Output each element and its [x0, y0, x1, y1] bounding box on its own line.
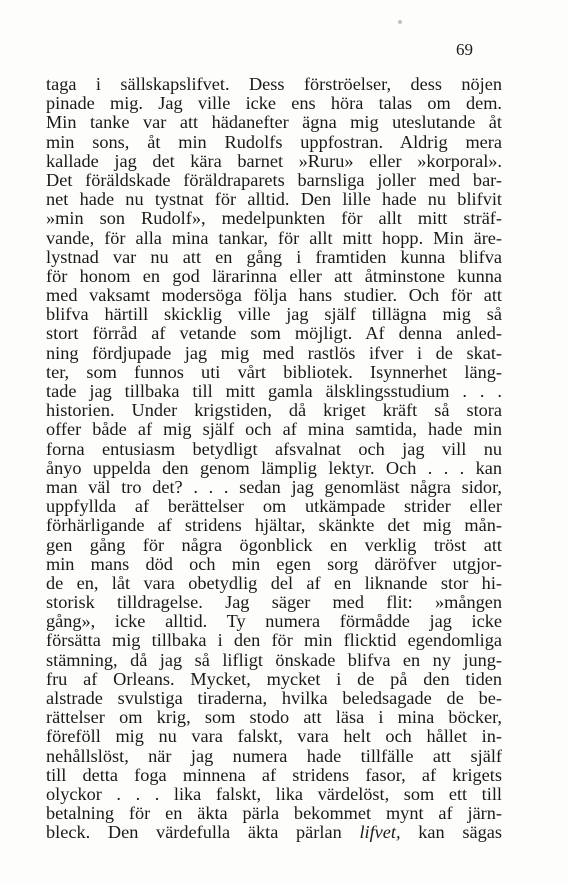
- text-line: blifva härtill skicklig ville jag själf tillägna mig så: [46, 304, 502, 325]
- text-line: olyckor . . . lika falskt, lika värdelöst, som ett till: [46, 783, 502, 804]
- text-line: lystnad var nu att en gång i framtiden kunna blifva: [46, 246, 502, 267]
- text-line: alstrade svulstiga tiraderna, hvilka beledsagade de be-: [46, 688, 502, 708]
- text-line: rättelser om krig, som stodo att läsa i mina böcker,: [46, 707, 502, 728]
- text-line: med vaksamt modersöga följa hans studier. Och för att: [46, 285, 502, 306]
- text-line: Det föräldskade föräldraparets barnsliga joller med bar-: [46, 169, 502, 190]
- text-line: offer både af mig själf och af mina samtida, hade min: [46, 419, 502, 440]
- text-line: gen gång för några ögonblick en verklig tröst att: [46, 534, 502, 555]
- final-line-start: bleck. Den värdefulla äkta pärlan: [46, 822, 360, 843]
- text-line: till detta foga minnena af stridens fasor, af krigets: [46, 764, 502, 785]
- text-line: betalning för en äkta pärla bekommet mynt af järn-: [46, 803, 502, 824]
- text-line: ånyo uppelda den genom lämplig lektyr. Och . . . kan: [46, 457, 502, 478]
- page-number: 69: [456, 40, 473, 59]
- text-line: fru af Orleans. Mycket, mycket i de på den tiden: [46, 668, 502, 689]
- text-line-final: [46, 823, 502, 842]
- text-line: ning fördjupade jag mig med rastlös ifver i de skat-: [46, 342, 502, 363]
- text-line: net hade nu tystnat för alltid. Den lille hade nu blifvit: [46, 189, 502, 210]
- text-line: förhärligande af stridens hjältar, skänkte det mig mån-: [46, 515, 502, 536]
- text-line: för honom en god lärarinna eller att åtminstone kunna: [46, 265, 502, 286]
- final-line-italic-word: lifvet,: [359, 822, 401, 843]
- text-line: man väl tro det? . . . sedan jag genomläst några sidor,: [46, 476, 502, 497]
- text-line: nehållslöst, när jag numera hade tillfälle att själf: [46, 745, 502, 766]
- text-line: föreföll mig nu vara falskt, vara helt och hållet in-: [46, 726, 502, 747]
- text-line: pinade mig. Jag ville icke ens höra talas om dem.: [46, 93, 502, 114]
- text-line: ter, som funnos uti vårt bibliotek. Isynnerhet läng-: [46, 361, 502, 382]
- text-line: gång», icke alltid. Ty numera förmådde jag icke: [46, 611, 502, 632]
- paper-speck: [398, 20, 402, 24]
- text-line: historien. Under krigstiden, då kriget kräft så stora: [46, 400, 502, 421]
- text-line: stort förråd af vetande som möjligt. Af denna anled-: [46, 323, 502, 344]
- text-line: »min son Rudolf», medelpunkten för allt mitt sträf-: [46, 208, 502, 229]
- final-line-end: kan sägas: [400, 822, 502, 843]
- text-line: storisk tilldragelse. Jag säger med flit: »mången: [46, 592, 502, 613]
- text-line: vande, för alla mina tankar, för allt mitt hopp. Min äre-: [46, 227, 502, 248]
- text-line: tade jag tillbaka till mitt gamla älsklingsstudium . . .: [46, 381, 502, 401]
- text-line: försätta mig tillbaka i den för min flicktid egendomliga: [46, 630, 502, 651]
- text-line: taga i sällskapslifvet. Dess förströelser, dess nöjen: [46, 74, 502, 94]
- text-line: kallade jag det kära barnet »Ruru» eller »korporal».: [46, 150, 502, 171]
- text-line: forna entusiasm betydligt afsvalnat och jag vill nu: [46, 438, 502, 459]
- body-text: [46, 75, 502, 843]
- text-line: min mans död och min egen sorg däröfver utgjor-: [46, 553, 502, 574]
- text-line: Min tanke var att hädanefter ägna mig uteslutande åt: [46, 112, 502, 133]
- text-line: stämning, då jag så lifligt önskade blifva en ny jung-: [46, 649, 502, 670]
- text-line: de en, låt vara obetydlig del af en liknande stor hi-: [46, 572, 502, 593]
- text-line: uppfyllda af berättelser om utkämpade strider eller: [46, 496, 502, 517]
- text-line: min sons, åt min Rudolfs uppfostran. Aldrig mera: [46, 131, 502, 152]
